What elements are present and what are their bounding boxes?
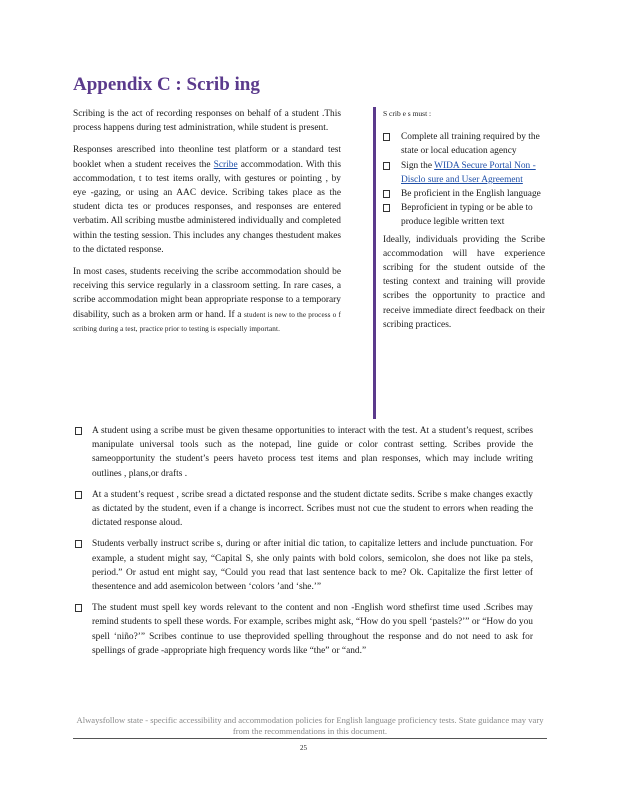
guideline-text: At a student’s request , scribe sread a dictated response and the student dictate sedits. Scribe s make changes exactly as dictated by the student, even if a change is incorrect. Scribes must not cue the student to errors when reading the dictated response aloud. [92,489,533,529]
bullet-box-icon [383,204,390,212]
bullet-box-icon [75,491,82,499]
requirement-text: Sign the [401,160,435,171]
sidebar-paragraph: Ideally, individuals providing the Scribe accommodation will have experience scribing for the student outside of the testing context and training will provide scribes the opportunity to practice and receive immediate direct feedback on their scribing practices. [383,234,545,330]
paragraph-use-cases [73,265,341,336]
paragraph-procedure [73,143,341,257]
wida-agreement-link[interactable]: WIDA Secure Portal Non -Disclo sure and User Agreement [401,160,536,185]
page-number: 25 [300,744,307,752]
main-text-column [73,107,341,344]
bullet-box-icon [75,427,82,435]
footer-note: Alwaysfollow state - specific accessibility and accommodation policies for English language proficiency tests. State guidance may vary from the recommendations in this document. [76,715,544,736]
requirement-item [383,130,545,158]
guideline-text: A student using a scribe must be given thesame opportunities to interact with the test. At a student’s request, scribes manipulate universal tools such as the notepad, line guide or color contrast setting. Scribes provide the sameopportunity the student’s peers haveto process test items and plan responses, which may include writing outlines , plans,or drafts . [92,426,533,479]
requirement-item [383,159,545,187]
bullet-box-icon [75,604,82,612]
sidebar-heading: S crib e s must : [383,109,432,118]
guideline-item [73,488,533,531]
paragraph-procedure-text-2: accommodation. With this accommodation, t to test items orally, with gestures or pointing , by eye -gazing, or using an AAC device. Scribing takes place as the student dicta tes or produces responses, and responses are entered verbatim. All scribing mustbe administered individually and completed within the testing session. This includes any changes thestudent makes to the dictated response. [73,159,341,255]
page-title: Appendix C : Scrib ing [73,74,260,95]
paragraph-use-cases-small-text: student is new to the process o f scribing during a test, practice prior to testing is especially important. [73,310,341,333]
paragraph-definition: Scribing is the act of recording responses on behalf of a student .This process happens during test administration, while student is present. [73,109,341,134]
bullet-box-icon [383,162,390,170]
requirements-list [383,130,545,229]
footer-divider [73,738,547,739]
guideline-text: The student must spell key words relevant to the content and non -English word sthefirst time used .Scribes may remind students to spell these words. For example, scribes might ask, “How do you spell ‘pastels?’” or “How do you spell ‘niño?’” Scribes continue to use theprovided spelling throughout the response and do not need to ask for spellings of grade -appropriate high frequency words like “the” or “and.” [92,603,533,656]
requirement-text: Complete all training required by the state or local education agency [401,132,540,157]
requirement-text: Beproficient in typing or be able to produce legible written text [401,203,533,228]
guideline-item [73,424,533,481]
scribe-link[interactable]: Scribe [213,159,238,170]
guideline-item [73,537,533,594]
bullet-box-icon [75,540,82,548]
requirement-item [383,201,545,229]
bullet-box-icon [383,190,390,198]
paragraph-procedure-text-1: Responses arescribed into theonline test platform or a standard test booklet when a student receives the [73,145,341,170]
scribe-requirements-sidebar [373,107,545,419]
paragraph-use-cases-text: In most cases, students receiving the scribe accommodation should be receiving this service regularly in a classroom setting. In rare cases, a scribe accommodation might bean appropriate response to a temporary disability, such as a broken arm or hand. If a [73,267,341,320]
bullet-box-icon [383,133,390,141]
guideline-item [73,601,533,658]
guideline-text: Students verbally instruct scribe s, during or after initial dic tation, to capitalize letters and include punctuation. For example, a student might say, “Capital S, she only paints with bold colors, semicolon, she does not like pa stels, period.” Or astud ent might say, “Could you read that last sentence back to me? Ok. Capitalize the first letter of thesentence and add asemicolon between ‘colors ’and ‘she.’” [92,539,533,593]
scribe-guidelines-list [73,424,533,665]
requirement-item [383,187,545,201]
requirement-text: Be proficient in the English language [401,189,541,200]
